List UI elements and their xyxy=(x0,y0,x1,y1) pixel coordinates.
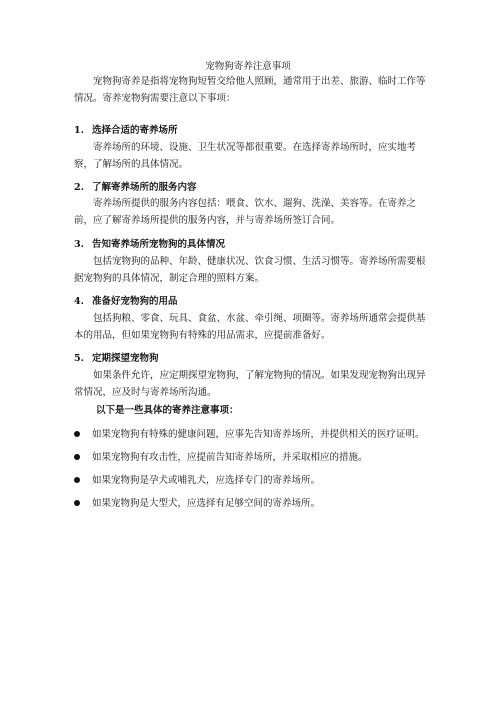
section-2-body: 寄养场所提供的服务内容包括：喂食、饮水、遛狗、洗澡、美容等。在寄养之前，应了解寄养场所提供的服务内容，并与寄养场所签订合同。 xyxy=(74,198,417,226)
section-3-heading-text: 告知寄养场所宠物狗的具体情况 xyxy=(92,239,226,250)
section-1-heading xyxy=(74,125,426,137)
section-2-number: 2. xyxy=(74,182,84,193)
section-5-heading xyxy=(74,353,426,365)
section-4-body: 包括狗粮、零食、玩具、食盆、水盆、牵引绳、项圈等。寄养场所通常会提供基本的用品，但如果宠物狗有特殊的用品需求，应提前准备好。 xyxy=(74,313,426,341)
tip-text: 如果宠物狗是孕犬或哺乳犬，应选择专门的寄养场所。 xyxy=(92,475,321,486)
section-4-heading xyxy=(74,296,426,308)
section-3-number: 3. xyxy=(74,239,84,250)
list-item xyxy=(74,449,426,466)
list-item xyxy=(74,472,426,489)
tips-heading: 以下是一些具体的寄养注意事项： xyxy=(96,405,239,416)
document-title: 宠物狗寄养注意事项 xyxy=(205,61,291,72)
section-2-heading xyxy=(74,182,426,194)
tip-text: 如果宠物狗有特殊的健康问题，应事先告知寄养场所，并提供相关的医疗证明。 xyxy=(92,429,425,440)
bullet-dot-icon xyxy=(74,477,80,483)
section-4-heading-text: 准备好宠物狗的用品 xyxy=(92,296,178,307)
section-1-number: 1. xyxy=(74,125,84,136)
bullet-dot-icon xyxy=(74,431,80,437)
tips-list xyxy=(74,426,426,518)
section-1-heading-text: 选择合适的寄养场所 xyxy=(92,125,178,136)
section-3-heading xyxy=(74,239,426,251)
section-4-number: 4. xyxy=(74,296,84,307)
section-1-body: 寄养场所的环境、设施、卫生状况等都很重要。在选择寄养场所时，应实地考察，了解场所的具体情况。 xyxy=(74,142,417,170)
section-3-body: 包括宠物狗的品种、年龄、健康状况、饮食习惯、生活习惯等。寄养场所需要根据宠物狗的具体情况，制定合理的照料方案。 xyxy=(74,256,426,284)
section-5-body: 如果条件允许，应定期探望宠物狗，了解宠物狗的情况。如果发现宠物狗出现异常情况，应及时与寄养场所沟通。 xyxy=(74,370,426,398)
section-5-heading-text: 定期探望宠物狗 xyxy=(92,353,159,364)
section-5-number: 5. xyxy=(74,353,84,364)
section-2-heading-text: 了解寄养场所的服务内容 xyxy=(92,182,197,193)
list-item xyxy=(74,495,426,512)
tip-text: 如果宠物狗有攻击性，应提前告知寄养场所，并采取相应的措施。 xyxy=(92,452,368,463)
list-item xyxy=(74,426,426,443)
tip-text: 如果宠物狗是大型犬，应选择有足够空间的寄养场所。 xyxy=(92,498,321,509)
bullet-dot-icon xyxy=(74,500,80,506)
intro-paragraph: 宠物狗寄养是指将宠物狗短暂交给他人照顾，通常用于出差、旅游、临时工作等情况。寄养宠物狗需要注意以下事项： xyxy=(74,76,426,104)
bullet-dot-icon xyxy=(74,454,80,460)
